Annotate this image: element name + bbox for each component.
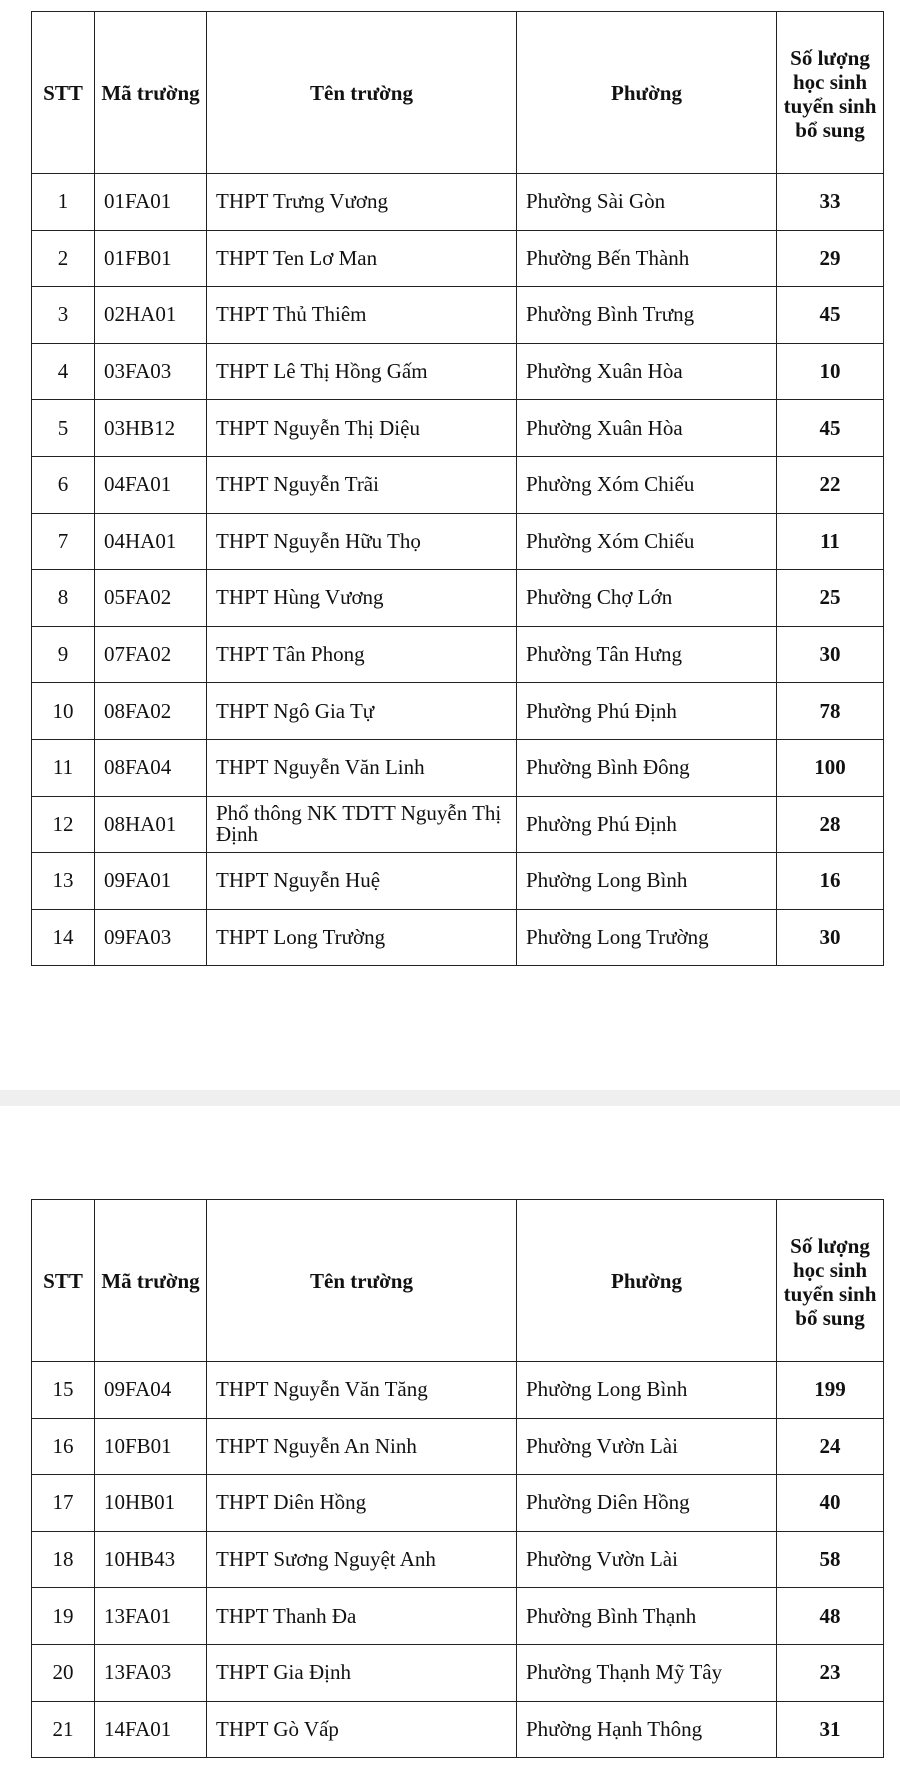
stt-cell: 12 — [32, 796, 95, 853]
table-header-row — [32, 12, 884, 174]
quantity-cell: 30 — [777, 909, 884, 966]
table-row — [32, 513, 884, 570]
school-table-2 — [31, 1199, 884, 1758]
stt-cell: 7 — [32, 513, 95, 570]
school-code-cell: 01FA01 — [95, 174, 207, 231]
quantity-cell: 40 — [777, 1475, 884, 1532]
school-code-cell: 10FB01 — [95, 1418, 207, 1475]
table-row — [32, 626, 884, 683]
school-code-cell: 09FA04 — [95, 1362, 207, 1419]
table-row — [32, 1588, 884, 1645]
table-row — [32, 400, 884, 457]
school-code-cell: 03FA03 — [95, 343, 207, 400]
table-row — [32, 1475, 884, 1532]
quantity-cell: 33 — [777, 174, 884, 231]
school-name-cell: THPT Lê Thị Hồng Gấm — [207, 343, 517, 400]
quantity-cell: 199 — [777, 1362, 884, 1419]
school-table-1 — [31, 11, 884, 966]
header-ten-truong: Tên trường — [207, 12, 517, 174]
stt-cell: 20 — [32, 1644, 95, 1701]
table-row — [32, 1644, 884, 1701]
table-row — [32, 796, 884, 853]
school-name-cell: THPT Nguyễn Huệ — [207, 853, 517, 910]
table-row — [32, 683, 884, 740]
stt-cell: 15 — [32, 1362, 95, 1419]
quantity-cell: 28 — [777, 796, 884, 853]
school-code-cell: 13FA01 — [95, 1588, 207, 1645]
school-name-cell: THPT Nguyễn Văn Tăng — [207, 1362, 517, 1419]
header-ten-truong: Tên trường — [207, 1200, 517, 1362]
table-row — [32, 343, 884, 400]
stt-cell: 4 — [32, 343, 95, 400]
ward-cell: Phường Xuân Hòa — [517, 400, 777, 457]
stt-cell: 11 — [32, 739, 95, 796]
table-row — [32, 1362, 884, 1419]
table-row — [32, 174, 884, 231]
stt-cell: 21 — [32, 1701, 95, 1758]
school-name-cell: THPT Tân Phong — [207, 626, 517, 683]
school-code-cell: 10HB43 — [95, 1531, 207, 1588]
ward-cell: Phường Long Trường — [517, 909, 777, 966]
school-name-cell: THPT Trưng Vương — [207, 174, 517, 231]
table-row — [32, 570, 884, 627]
header-ma-truong: Mã trường — [95, 1200, 207, 1362]
quantity-cell: 24 — [777, 1418, 884, 1475]
table-row — [32, 1418, 884, 1475]
quantity-cell: 29 — [777, 230, 884, 287]
ward-cell: Phường Bình Thạnh — [517, 1588, 777, 1645]
quantity-cell: 25 — [777, 570, 884, 627]
school-name-cell: THPT Nguyễn Văn Linh — [207, 739, 517, 796]
table-row — [32, 230, 884, 287]
stt-cell: 6 — [32, 456, 95, 513]
ward-cell: Phường Vườn Lài — [517, 1531, 777, 1588]
table-row — [32, 739, 884, 796]
ward-cell: Phường Xóm Chiếu — [517, 456, 777, 513]
ward-cell: Phường Long Bình — [517, 853, 777, 910]
quantity-cell: 45 — [777, 400, 884, 457]
stt-cell: 8 — [32, 570, 95, 627]
stt-cell: 17 — [32, 1475, 95, 1532]
header-phuong: Phường — [517, 12, 777, 174]
ward-cell: Phường Phú Định — [517, 683, 777, 740]
ward-cell: Phường Xuân Hòa — [517, 343, 777, 400]
school-code-cell: 08FA04 — [95, 739, 207, 796]
ward-cell: Phường Xóm Chiếu — [517, 513, 777, 570]
school-code-cell: 01FB01 — [95, 230, 207, 287]
quantity-cell: 100 — [777, 739, 884, 796]
ward-cell: Phường Bình Đông — [517, 739, 777, 796]
school-code-cell: 07FA02 — [95, 626, 207, 683]
ward-cell: Phường Tân Hưng — [517, 626, 777, 683]
school-name-cell: THPT Sương Nguyệt Anh — [207, 1531, 517, 1588]
ward-cell: Phường Phú Định — [517, 796, 777, 853]
school-code-cell: 09FA01 — [95, 853, 207, 910]
header-ma-truong: Mã trường — [95, 12, 207, 174]
document-page-2 — [0, 1106, 900, 1766]
stt-cell: 14 — [32, 909, 95, 966]
school-name-cell: THPT Gia Định — [207, 1644, 517, 1701]
school-name-cell: THPT Nguyễn Thị Diệu — [207, 400, 517, 457]
stt-cell: 5 — [32, 400, 95, 457]
quantity-cell: 22 — [777, 456, 884, 513]
quantity-cell: 78 — [777, 683, 884, 740]
stt-cell: 1 — [32, 174, 95, 231]
ward-cell: Phường Long Bình — [517, 1362, 777, 1419]
table-row — [32, 287, 884, 344]
ward-cell: Phường Chợ Lớn — [517, 570, 777, 627]
school-name-cell: THPT Nguyễn An Ninh — [207, 1418, 517, 1475]
school-name-cell: THPT Thanh Đa — [207, 1588, 517, 1645]
school-name-cell: THPT Thủ Thiêm — [207, 287, 517, 344]
school-code-cell: 14FA01 — [95, 1701, 207, 1758]
school-name-cell: THPT Nguyễn Hữu Thọ — [207, 513, 517, 570]
stt-cell: 13 — [32, 853, 95, 910]
quantity-cell: 45 — [777, 287, 884, 344]
table-row — [32, 853, 884, 910]
table-row — [32, 1701, 884, 1758]
ward-cell: Phường Diên Hồng — [517, 1475, 777, 1532]
ward-cell: Phường Bình Trưng — [517, 287, 777, 344]
stt-cell: 16 — [32, 1418, 95, 1475]
school-name-cell: THPT Hùng Vương — [207, 570, 517, 627]
table-header-row — [32, 1200, 884, 1362]
header-so-luong: Số lượng học sinh tuyển sinh bổ sung — [777, 1200, 884, 1362]
stt-cell: 2 — [32, 230, 95, 287]
table-row — [32, 456, 884, 513]
ward-cell: Phường Bến Thành — [517, 230, 777, 287]
stt-cell: 18 — [32, 1531, 95, 1588]
school-name-cell: Phổ thông NK TDTT Nguyễn Thị Định — [207, 796, 517, 853]
quantity-cell: 31 — [777, 1701, 884, 1758]
page-divider — [0, 1090, 900, 1106]
table-row — [32, 909, 884, 966]
school-code-cell: 04HA01 — [95, 513, 207, 570]
header-stt: STT — [32, 1200, 95, 1362]
school-code-cell: 08FA02 — [95, 683, 207, 740]
school-name-cell: THPT Long Trường — [207, 909, 517, 966]
school-code-cell: 03HB12 — [95, 400, 207, 457]
ward-cell: Phường Vườn Lài — [517, 1418, 777, 1475]
quantity-cell: 30 — [777, 626, 884, 683]
school-name-cell: THPT Diên Hồng — [207, 1475, 517, 1532]
school-code-cell: 13FA03 — [95, 1644, 207, 1701]
school-code-cell: 10HB01 — [95, 1475, 207, 1532]
quantity-cell: 10 — [777, 343, 884, 400]
school-code-cell: 09FA03 — [95, 909, 207, 966]
table-row — [32, 1531, 884, 1588]
stt-cell: 19 — [32, 1588, 95, 1645]
header-phuong: Phường — [517, 1200, 777, 1362]
school-code-cell: 08HA01 — [95, 796, 207, 853]
header-so-luong: Số lượng học sinh tuyển sinh bổ sung — [777, 12, 884, 174]
quantity-cell: 48 — [777, 1588, 884, 1645]
stt-cell: 3 — [32, 287, 95, 344]
school-name-cell: THPT Gò Vấp — [207, 1701, 517, 1758]
quantity-cell: 23 — [777, 1644, 884, 1701]
school-name-cell: THPT Ten Lơ Man — [207, 230, 517, 287]
school-name-cell: THPT Nguyễn Trãi — [207, 456, 517, 513]
ward-cell: Phường Thạnh Mỹ Tây — [517, 1644, 777, 1701]
quantity-cell: 11 — [777, 513, 884, 570]
stt-cell: 9 — [32, 626, 95, 683]
header-stt: STT — [32, 12, 95, 174]
school-code-cell: 05FA02 — [95, 570, 207, 627]
quantity-cell: 16 — [777, 853, 884, 910]
school-code-cell: 02HA01 — [95, 287, 207, 344]
ward-cell: Phường Hạnh Thông — [517, 1701, 777, 1758]
school-name-cell: THPT Ngô Gia Tự — [207, 683, 517, 740]
ward-cell: Phường Sài Gòn — [517, 174, 777, 231]
quantity-cell: 58 — [777, 1531, 884, 1588]
stt-cell: 10 — [32, 683, 95, 740]
school-code-cell: 04FA01 — [95, 456, 207, 513]
